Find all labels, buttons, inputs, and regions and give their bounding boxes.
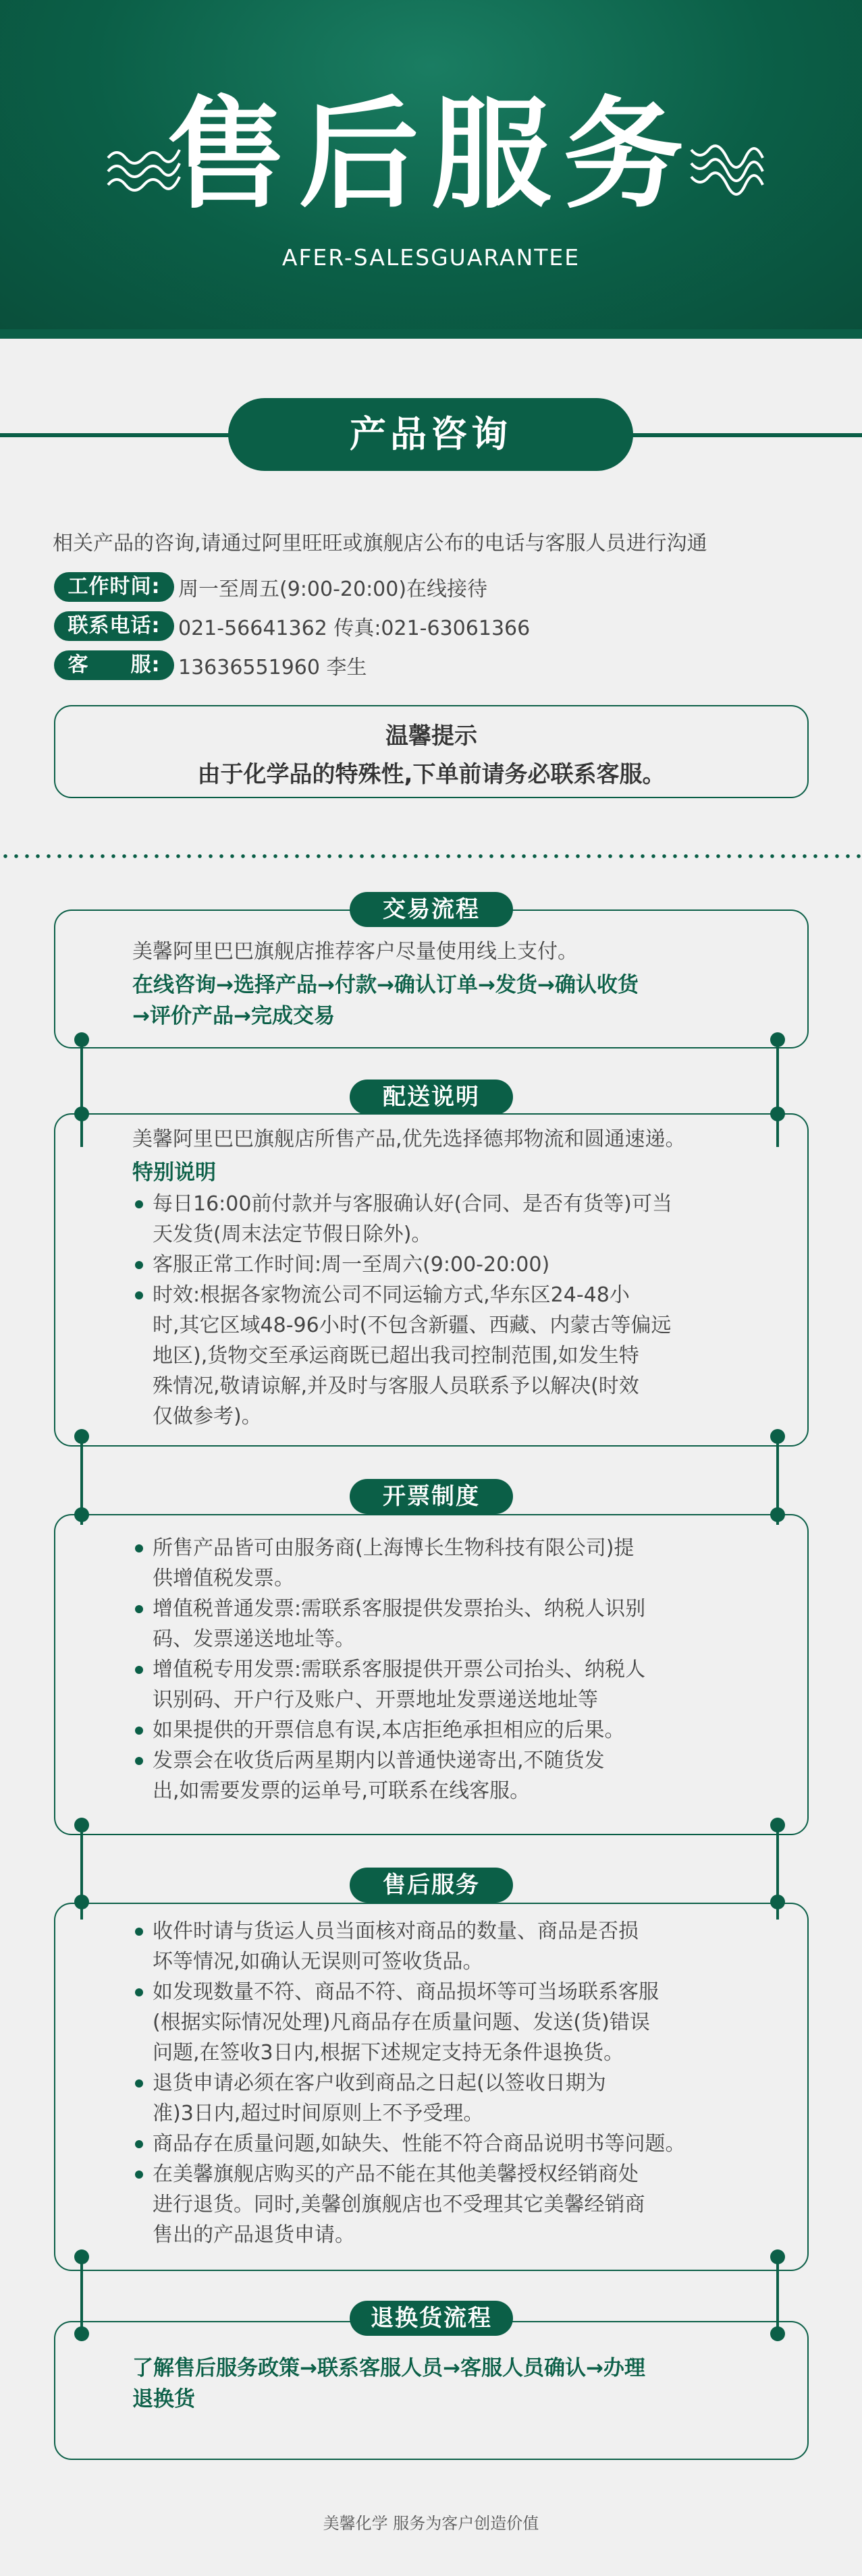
- list-item: 如果提供的开票信息有误,本店拒绝承担相应的后果。: [132, 1715, 726, 1745]
- node-dot: [74, 2326, 89, 2341]
- trade-flow: →评价产品→完成交易: [132, 1004, 335, 1028]
- node-dot: [74, 2249, 89, 2264]
- list-item: 每日16:00前付款并与客服确认好(合同、是否有货等)可当 天发货(周末法定节假日除外)。: [132, 1189, 726, 1250]
- list-item: 退货申请必须在客户收到商品之日起(以签收日期为 准)3日内,超过时间原则上不予受理。: [132, 2068, 726, 2129]
- page-subtitle: AFER-SALESGUARANTEE: [281, 244, 581, 271]
- tag-trade-process: 交易流程: [350, 892, 513, 927]
- contact-value: 13636551960 李生: [178, 656, 367, 679]
- node-dot: [770, 2249, 785, 2264]
- warm-tip-box: [54, 705, 809, 798]
- node-dot: [74, 1895, 89, 1909]
- contact-row: [54, 572, 487, 602]
- tag-delivery: 配送说明: [350, 1080, 513, 1115]
- node-dot: [770, 1032, 785, 1047]
- node-dot: [74, 1107, 89, 1121]
- trade-text: 美馨阿里巴巴旗舰店推荐客户尽量使用线上支付。: [132, 940, 578, 963]
- header-banner: [0, 0, 862, 329]
- node-dot: [770, 1107, 785, 1121]
- contact-row: [54, 650, 367, 680]
- contact-row: [54, 611, 530, 641]
- delivery-text: 美馨阿里巴巴旗舰店所售产品,优先选择德邦物流和圆通速递。: [132, 1127, 686, 1151]
- contact-label: 工作时间:: [54, 572, 174, 602]
- consult-intro: 相关产品的咨询,请通过阿里旺旺或旗舰店公布的电话与客服人员进行沟通: [53, 532, 707, 555]
- node-dot: [770, 1818, 785, 1832]
- contact-label: 联系电话:: [54, 611, 174, 641]
- invoice-bullet-list: [132, 1533, 726, 1806]
- section-title-consult: 产品咨询: [228, 398, 633, 471]
- node-dot: [770, 1429, 785, 1444]
- divider: [632, 433, 862, 437]
- trade-flow: 在线咨询→选择产品→付款→确认订单→发货→确认收货: [132, 973, 639, 997]
- list-item: 增值税专用发票:需联系客服提供开票公司抬头、纳税人 识别码、开户行及账户、开票地址发票递送地址等: [132, 1654, 726, 1715]
- list-item: 所售产品皆可由服务商(上海博长生物科技有限公司)提 供增值税发票。: [132, 1533, 726, 1594]
- tip-title: 温馨提示: [385, 723, 477, 750]
- node-dot: [74, 1507, 89, 1522]
- tag-returns-process: 退换货流程: [350, 2301, 513, 2336]
- footer-slogan: 美馨化学 服务为客户创造价值: [323, 2514, 539, 2533]
- node-dot: [74, 1818, 89, 1832]
- divider: [0, 329, 862, 339]
- tip-body: 由于化学品的特殊性,下单前请务必联系客服。: [197, 761, 666, 788]
- list-item: 如发现数量不符、商品不符、商品损坏等可当场联系客服 (根据实际情况处理)凡商品存在质量问题、发送(货)错误 问题,在签收3日内,根据下述规定支持无条件退换货。: [132, 1977, 726, 2068]
- list-item: 商品存在质量问题,如缺失、性能不符合商品说明书等问题。: [132, 2129, 726, 2159]
- tag-invoice: 开票制度: [350, 1479, 513, 1514]
- contact-value: 021-56641362 传真:021-63061366: [178, 617, 531, 640]
- list-item: 客服正常工作时间:周一至周六(9:00-20:00): [132, 1250, 726, 1280]
- list-item: 增值税普通发票:需联系客服提供发票抬头、纳税人识别 码、发票递送地址等。: [132, 1594, 726, 1654]
- list-item: 收件时请与货运人员当面核对商品的数量、商品是否损 坏等情况,如确认无误则可签收货品。: [132, 1916, 726, 1977]
- node-dot: [770, 2326, 785, 2341]
- list-item: 发票会在收货后两星期内以普通快递寄出,不随货发 出,如需要发票的运单号,可联系在线客服。: [132, 1745, 726, 1806]
- list-item: 在美馨旗舰店购买的产品不能在其他美馨授权经销商处 进行退货。同时,美馨创旗舰店也不受理其它美馨经销商 售出的产品退货申请。: [132, 2159, 726, 2250]
- list-item: 时效:根据各家物流公司不同运输方式,华东区24-48小 时,其它区域48-96小时(不包含新疆、西藏、内蒙古等偏远 地区),货物交至承运商既已超出我司控制范围,如发生特 殊情况,敬请谅解,并及时与客服人员联系予以解决(时效 仅做参考)。: [132, 1280, 726, 1432]
- node-dot: [770, 1895, 785, 1909]
- returns-flow: 退换货: [132, 2387, 195, 2411]
- special-note-heading: 特别说明: [132, 1160, 216, 1185]
- contact-value: 周一至周五(9:00-20:00)在线接待: [178, 578, 488, 601]
- divider: [0, 433, 230, 437]
- dotted-divider: [0, 854, 862, 858]
- wave-ornament-icon: [690, 143, 764, 197]
- page-title: 售后服务: [166, 85, 696, 225]
- aftersale-bullet-list: [132, 1916, 726, 2250]
- node-dot: [74, 1032, 89, 1047]
- node-dot: [74, 1429, 89, 1444]
- returns-flow: 了解售后服务政策→联系客服人员→客服人员确认→办理: [132, 2356, 645, 2380]
- tag-aftersale: 售后服务: [350, 1868, 513, 1903]
- delivery-bullet-list: [132, 1189, 726, 1432]
- contact-label: 客 服:: [54, 650, 174, 680]
- node-dot: [770, 1507, 785, 1522]
